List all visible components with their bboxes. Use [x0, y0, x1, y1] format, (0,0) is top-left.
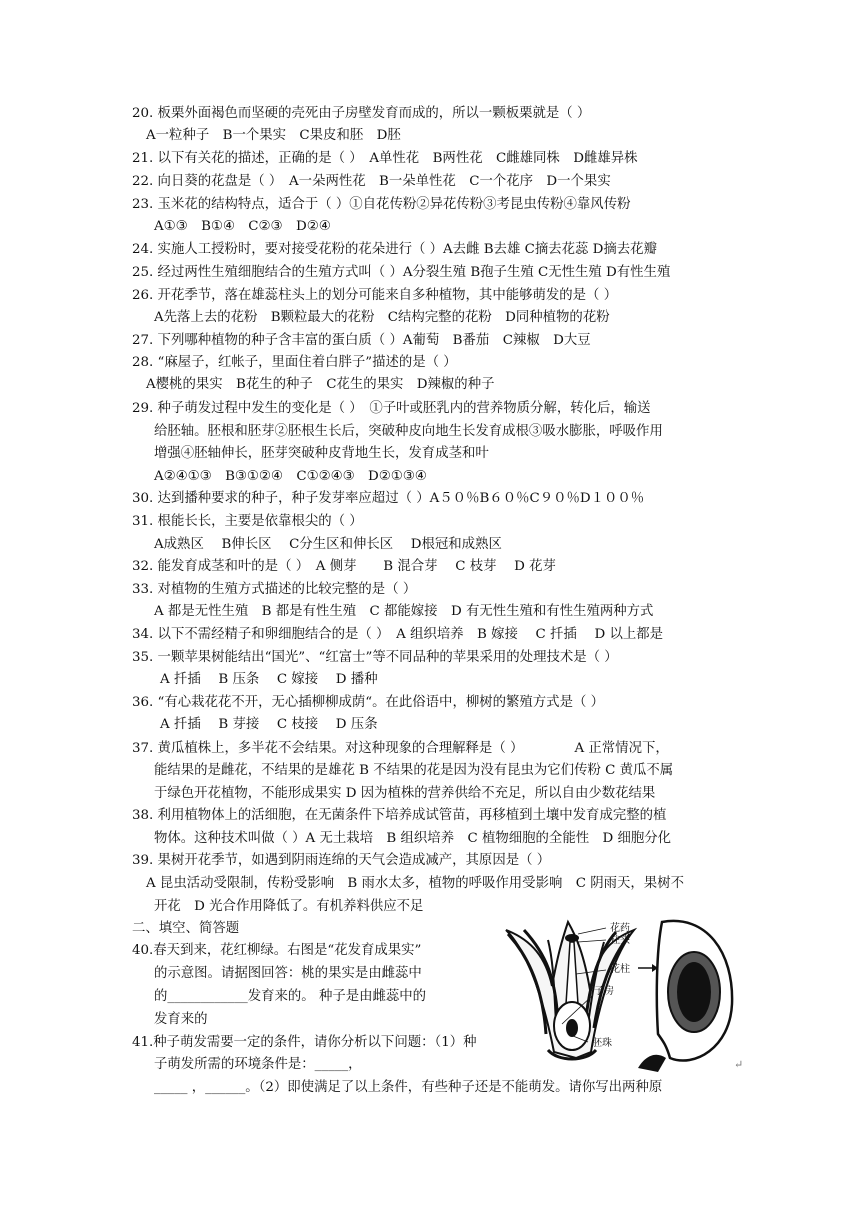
question-26-options: A先落上去的花粉 B颗粒最大的花粉 C结构完整的花粉 D同种植物的花粉 [154, 310, 610, 325]
question-29-line-2: 给胚轴。胚根和胚芽②胚根生长后，突破种皮向地生长发育成根③吸水膨胀，呼吸作用 [154, 424, 663, 439]
flower-fruit-diagram [488, 912, 742, 1074]
label-style: 花柱 [610, 964, 630, 975]
question-28: 28. “麻屋子，红帐子，里面住着白胖子”描述的是（ ） [132, 355, 457, 370]
label-stigma: 柱头 [610, 935, 630, 946]
question-41-line-2: 子萌发所需的环境条件是：_____， [154, 1057, 362, 1072]
question-35-options: A 扦插 B 压条 C 嫁接 D 播种 [160, 672, 378, 687]
question-33-options: A 都是无性生殖 B 都是有性生殖 C 都能嫁接 D 有无性生殖和有性生殖两种方式 [154, 604, 654, 619]
question-40: 40.春天到来，花红柳绿。右图是“花发育成果实” [132, 943, 422, 958]
question-29-line-3: 增强④胚轴伸长，胚芽突破种皮背地生长，发育成茎和叶 [154, 446, 489, 461]
label-anther: 花药 [610, 923, 630, 934]
question-40-line-4: 发育来的 [154, 1012, 208, 1027]
question-37-line-3: 于绿色开花植物，不能形成果实 D 因为植株的营养供给不充足，所以自由少数花结果 [154, 786, 656, 801]
question-37: 37. 黄瓜植株上，多半花不会结果。对这种现象的合理解释是（ ） A 正常情况下， [132, 741, 669, 756]
question-21: 21. 以下有关花的描述，正确的是（ ） A单性花 B两性花 C雌雄同株 D雌雄异株 [132, 151, 638, 166]
label-ovule: 胚珠 [592, 1038, 612, 1049]
question-35: 35. 一颗苹果树能结出“国光”、“红富士”等不同品种的苹果采用的处理技术是（ ） [132, 650, 618, 665]
question-25: 25. 经过两性生殖细胞结合的生殖方式叫（ ）A分裂生殖 B孢子生殖 C无性生殖 D有性生殖 [132, 265, 671, 280]
question-38-line-2: 物体。这种技术叫做（ ）A 无土栽培 B 组织培养 C 植物细胞的全能性 D 细胞分化 [154, 831, 672, 846]
question-39-options-2: 开花 D 光合作用降低了。有机养料供应不足 [154, 899, 424, 914]
question-36-options: A 扦插 B 芽接 C 枝接 D 压条 [160, 717, 378, 732]
label-ovary: 子房 [594, 986, 614, 997]
question-23-options: A①③ B①④ C②③ D②④ [154, 219, 331, 234]
section-heading: 二、填空、简答题 [132, 921, 240, 936]
question-31-options: A成熟区 B伸长区 C分生区和伸长区 D根冠和成熟区 [154, 537, 502, 552]
question-28-options: A樱桃的果实 B花生的种子 C花生的果实 D辣椒的种子 [146, 377, 495, 392]
question-27: 27. 下列哪种植物的种子含丰富的蛋白质（ ）A葡萄 B番茄 C辣椒 D大豆 [132, 333, 591, 348]
question-32: 32. 能发育成茎和叶的是（ ） A 侧芽 B 混合芽 C 枝芽 D 花芽 [132, 559, 556, 574]
question-20-options: A一粒种子 B一个果实 C果皮和胚 D胚 [146, 128, 401, 143]
question-30: 30. 达到播种要求的种子，种子发芽率应超过（ ）A５０％B６０％C９０％D１００％ [132, 491, 645, 506]
question-24: 24. 实施人工授粉时，要对接受花粉的花朵进行（ ）A去雌 B去雄 C摘去花蕊 D摘去花瓣 [132, 242, 657, 257]
question-36: 36. “有心栽花花不开，无心插柳柳成荫“。在此俗语中，柳树的繁殖方式是（ ） [132, 695, 604, 710]
question-29-options: A②④①③ B③①②④ C①②④③ D②①③④ [154, 469, 427, 484]
question-33: 33. 对植物的生殖方式描述的比较完整的是（ ） [132, 582, 417, 597]
question-39-options: A 昆虫活动受限制，传粉受影响 B 雨水太多，植物的呼吸作用受影响 C 阴雨天，果树不 [146, 876, 684, 891]
question-23: 23. 玉米花的结构特点，适合于（ ）①自花传粉②异花传粉③考昆虫传粉④靠风传粉 [132, 197, 631, 212]
question-20: 20. 板栗外面褐色而坚硬的壳死由子房壁发育而成的，所以一颗板栗就是（ ） [132, 106, 591, 121]
question-31: 31. 根能长长，主要是依靠根尖的（ ） [132, 514, 363, 529]
question-38: 38. 利用植物体上的活细胞，在无菌条件下培养成试管苗，再移植到土壤中发育成完整的植 [132, 808, 667, 823]
question-39: 39. 果树开花季节，如遇到阴雨连绵的天气会造成减产，其原因是（ ） [132, 853, 551, 868]
question-40-line-3: 的____________发育来的。 种子是由雌蕊中的 [154, 989, 427, 1004]
question-41-line-3: _____ ，______。（2）即使满足了以上条件，有些种子还是不能萌发。请你写出两种原 [154, 1080, 663, 1095]
return-mark: ↵ [734, 1058, 744, 1071]
question-37-line-2: 能结果的是雌花，不结果的是雄花 B 不结果的花是因为没有昆虫为它们传粉 C 黄瓜不属 [154, 763, 674, 778]
question-29: 29. 种子萌发过程中发生的变化是（ ） ①子叶或胚乳内的营养物质分解，转化后，输送 [132, 401, 651, 416]
question-26: 26. 开花季节，落在雄蕊柱头上的划分可能来自多种植物，其中能够萌发的是（ ） [132, 288, 618, 303]
question-40-line-2: 的示意图。请据图回答：桃的果实是由雌蕊中 [154, 966, 422, 981]
flower-to-fruit-figure [488, 912, 742, 1074]
question-22: 22. 向日葵的花盘是（ ） A一朵两性花 B一朵单性花 C一个花序 D一个果实 [132, 174, 611, 189]
question-34: 34. 以下不需经精子和卵细胞结合的是（ ） A 组织培养 B 嫁接 C 扦插 D 以上都是 [132, 627, 664, 642]
question-41: 41.种子萌发需要一定的条件，请你分析以下问题：（1）种 [132, 1035, 477, 1050]
